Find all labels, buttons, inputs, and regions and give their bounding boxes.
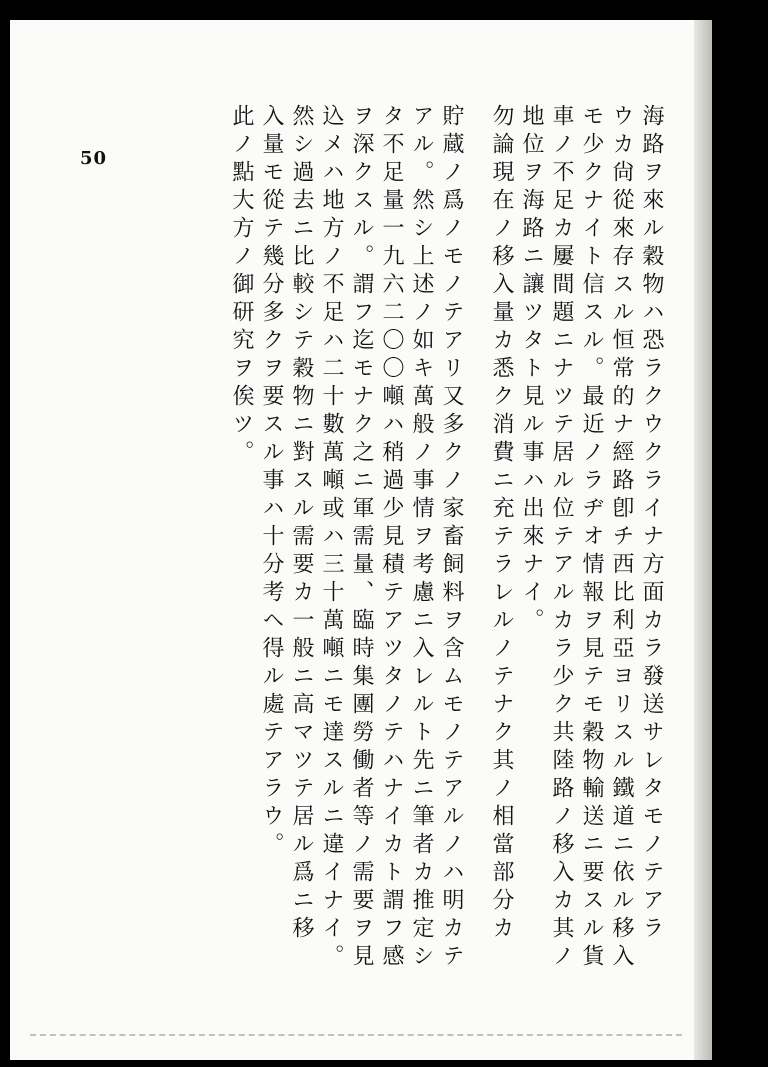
page-edge-shadow — [694, 20, 712, 1060]
page-number: 50 — [80, 148, 108, 169]
text-column-7: 貯蔵ノ爲ノモノテアリ又多クノ家畜飼料ヲ含ムモノテアルノハ明カテ — [439, 104, 464, 972]
vertical-text-block — [106, 104, 666, 984]
text-column-14: 此ノ點大方ノ御研究ヲ俟ツ。 — [229, 104, 254, 468]
text-column-9: タ不足量一九六二〇〇噸ハ稍過少見積テアツタノテハナイカト謂フ感 — [379, 104, 404, 972]
text-column-12: 然シ過去ニ比較シテ穀物ニ對スル需要カ一般ニ高マツテ居ル爲ニ移 — [289, 104, 314, 944]
book-page — [10, 20, 712, 1060]
text-column-4: 車ノ不足カ屢間題ニナツテ居ル位テアルカラ少ク共陸路ノ移入カ其ノ — [549, 104, 574, 972]
text-column-10: ヲ深クスル。謂フ迄モナク之ニ軍需量、臨時集團勞働者等ノ需要ヲ見 — [349, 104, 374, 972]
text-column-3: モ少クナイト信スル。最近ノラヂオ情報ヲ見テモ穀物輸送ニ要スル貨 — [579, 104, 604, 972]
text-column-13: 入量モ從テ幾分多クヲ要スル事ハ十分考ヘ得ル處テアラウ。 — [259, 104, 284, 860]
scan-artifact — [30, 1016, 682, 1036]
text-column-5: 地位ヲ海路ニ讓ツタト見ル事ハ出來ナイ。 — [519, 104, 544, 636]
text-column-8: アル。然シ上述ノ如キ萬般ノ事情ヲ考慮ニ入レルト先ニ筆者カ推定シ — [409, 104, 434, 972]
text-column-1: 海路ヲ來ル穀物ハ恐ラクウクライナ方面カラ發送サレタモノテアラ — [639, 104, 664, 944]
text-column-11: 込メハ地方ノ不足ハ二十數萬噸或ハ三十萬噸ニモ達スルニ違イナイ。 — [319, 104, 344, 972]
text-column-6: 勿論現在ノ移入量カ悉ク消費ニ充テラレルノテナク其ノ相當部分カ — [489, 104, 514, 944]
text-column-2: ウカ尙從來存スル恒常的ナ經路卽チ西比利亞ヨリスル鐵道ニ依ル移入 — [609, 104, 634, 972]
